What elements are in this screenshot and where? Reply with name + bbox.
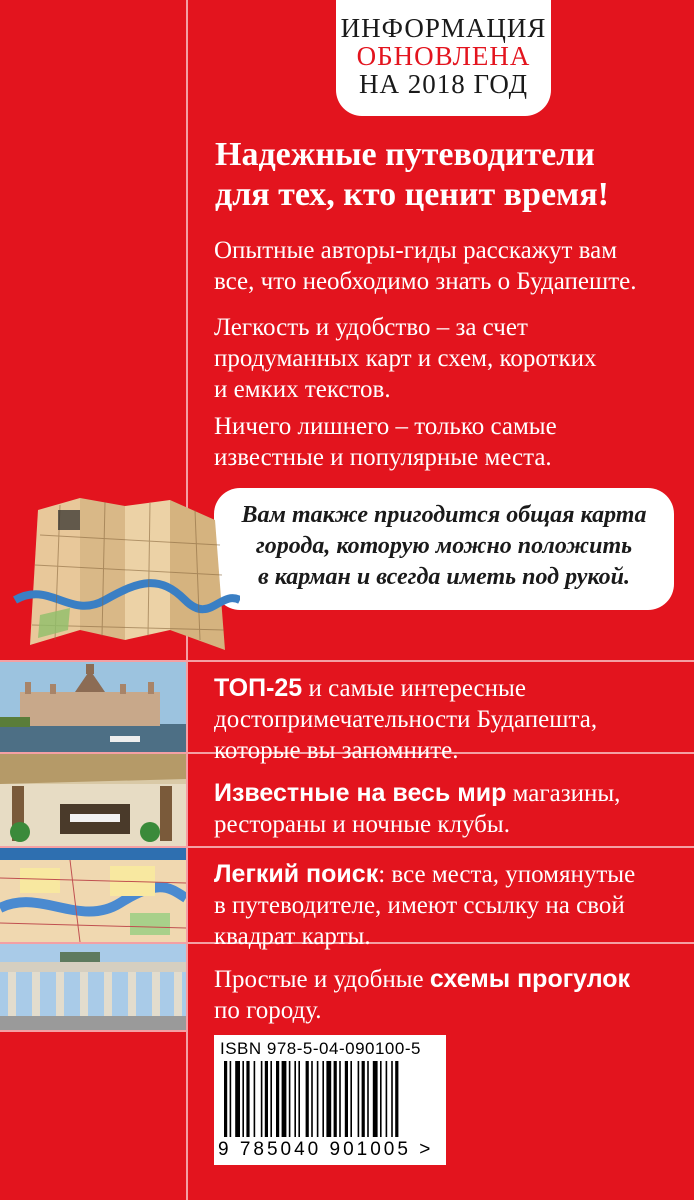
feature-line [214, 778, 684, 809]
badge-line-3: НА 2018 ГОД [358, 69, 528, 99]
isbn-digits: 9 785040 901005 > [218, 1139, 434, 1160]
feature-top25 [214, 673, 684, 766]
feature-text: и самые интересные [302, 675, 526, 702]
feature-line: которые вы запомните. [214, 737, 459, 764]
folded-map-image [10, 480, 240, 670]
feature-line: рестораны и ночные клубы. [214, 811, 510, 838]
headline [215, 135, 685, 215]
city-map-photo [0, 848, 186, 942]
isbn-label: ISBN 978-5-04-090100-5 [220, 1039, 421, 1058]
paragraph-line: все, что необходимо знать о Будапеште. [214, 268, 637, 295]
divider-5 [0, 1030, 186, 1032]
paragraph-line: Ничего лишнего – только самые [214, 413, 557, 440]
feature-search [214, 859, 684, 952]
paragraph-convenience [214, 312, 684, 405]
headline-line-1: Надежные путеводители [215, 136, 595, 173]
restaurant-photo [0, 754, 186, 846]
barcode-bars [224, 1061, 436, 1139]
paragraph-line: известные и популярные места. [214, 444, 552, 471]
paragraph-line: Опытные авторы-гиды расскажут вам [214, 237, 618, 264]
feature-text: магазины, [506, 780, 621, 807]
update-badge [336, 0, 551, 116]
feature-walks [214, 964, 684, 1026]
badge-line-1: ИНФОРМАЦИЯ [340, 13, 547, 43]
paragraph-authors [214, 235, 684, 297]
paragraph-line: Легкость и удобство – за счет [214, 314, 528, 341]
feature-bold: Известные на весь мир [214, 779, 507, 807]
isbn-barcode [214, 1035, 446, 1165]
paragraph-nothing-extra [214, 411, 684, 473]
feature-line [214, 964, 684, 995]
feature-line: достопримечательности Будапешта, [214, 706, 598, 733]
badge-line-2: ОБНОВЛЕНА [356, 41, 531, 71]
feature-line: квадрат карты. [214, 923, 371, 950]
bubble-line: в карман и всегда иметь под рукой. [258, 564, 630, 590]
bubble-line: города, которую можно положить [255, 533, 633, 559]
paragraph-line: и емких текстов. [214, 376, 391, 403]
bubble-line: Вам также пригодится общая карта [241, 502, 647, 528]
feature-text: Простые и удобные [214, 966, 430, 993]
feature-bold: Легкий поиск [214, 860, 379, 888]
feature-bold: схемы прогулок [429, 965, 631, 993]
parliament-photo [0, 662, 186, 752]
heroes-square-photo [0, 944, 186, 1030]
paragraph-line: продуманных карт и схем, коротких [214, 345, 597, 372]
map-callout-bubble [214, 488, 674, 610]
feature-text: : все места, упомянутые [378, 861, 636, 888]
feature-shops [214, 778, 684, 840]
headline-line-2: для тех, кто ценит время! [215, 176, 609, 213]
feature-line [214, 859, 684, 890]
feature-bold: ТОП-25 [214, 674, 303, 702]
feature-line [214, 673, 684, 704]
feature-line: в путеводителе, имеют ссылку на свой [214, 892, 625, 919]
feature-line: по городу. [214, 997, 322, 1024]
